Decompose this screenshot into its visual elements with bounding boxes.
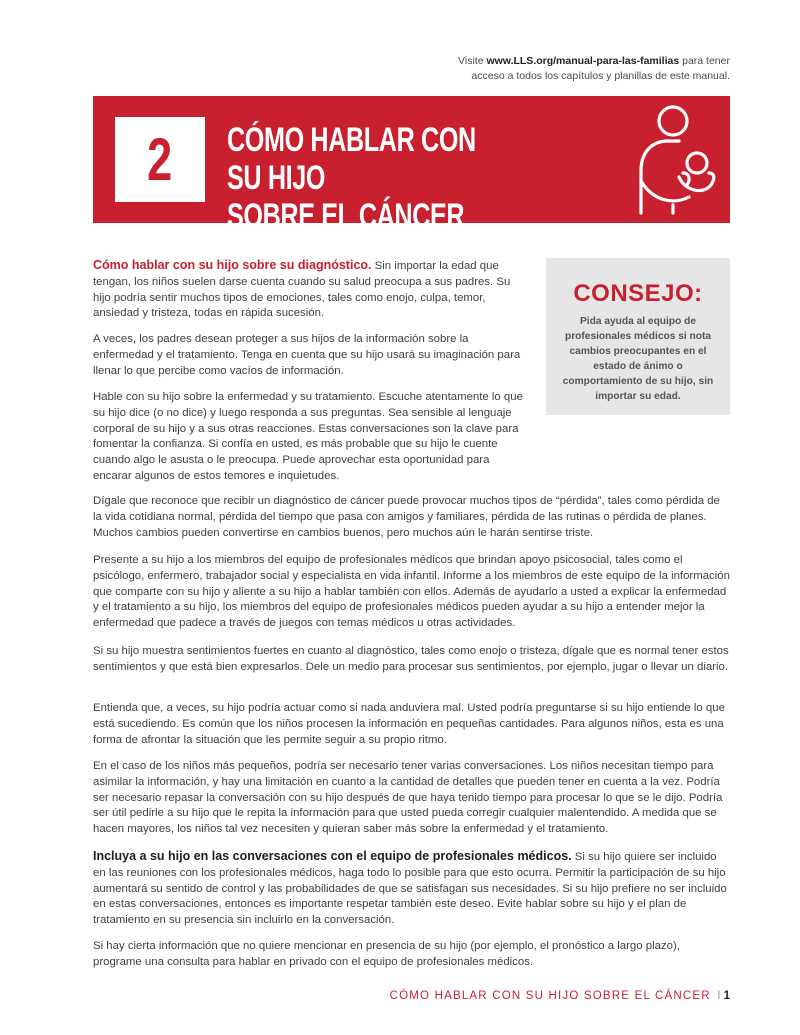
paragraph-feelings xyxy=(93,644,730,676)
paragraph-include-text: Si su hijo quiere ser incluido en las reuniones con los profesionales médicos, haga todo lo posible para que esto ocurra. Permitir la participación de su hijo aumentará su sentido de control y las probabilidades de que se satisfagan sus necesidades. Si su hijo prefiere no ser incluido en estas conversaciones, entonces es importante respetar también este deseo. Evite hablar sobre su hijo y el plan de tratamiento en su presencia sin incluirlo en la conversación. xyxy=(93,851,727,927)
tip-box xyxy=(546,258,730,415)
page-footer xyxy=(390,990,730,1002)
chapter-title-line2: SOBRE EL CÁNCER xyxy=(227,197,465,235)
paragraph-loss xyxy=(93,494,730,541)
paragraph-diagnosis xyxy=(93,258,525,322)
footer-separator: I xyxy=(717,990,722,1002)
tip-title: CONSEJO: xyxy=(573,280,703,307)
page-number: 1 xyxy=(723,990,730,1002)
paragraph-private-text: Si hay cierta información que no quiere mencionar en presencia de su hijo (por ejemplo, el pronóstico a largo plazo), programe una consulta para hablar en privado con el equipo de profesionales médicos. xyxy=(93,940,680,968)
header-note-line2: acceso a todos los capítulos y planillas de este manual. xyxy=(471,70,730,82)
chapter-title xyxy=(227,121,508,235)
paragraph-loss-text: Dígale que reconoce que recibir un diagnóstico de cáncer puede provocar muchos tipos de “pérdida”, tales como pérdida de la vida cotidiana normal, pérdida del tiempo que pasa con amigos y familiares, pérdida de las rutinas o pérdida de planes. Muchos cambios pueden convertirse en cambios buenos, pero muchos aún le harán sentirse triste. xyxy=(93,495,720,539)
paragraph-team xyxy=(93,553,730,632)
paragraph-protect-text: A veces, los padres desean proteger a sus hijos de la información sobre la enfermedad y el tratamiento. Tenga en cuenta que su hijo usará su imaginación para llenar lo que percibe como vacíos de información. xyxy=(93,333,521,377)
parent-holding-child-icon xyxy=(623,101,723,216)
lead-diagnosis: Cómo hablar con su hijo sobre su diagnóstico. xyxy=(93,258,372,272)
footer-title: CÓMO HABLAR CON SU HIJO SOBRE EL CÁNCER xyxy=(389,990,711,1002)
paragraph-diagnosis-text: Sin importar la edad que tengan, los niños suelen darse cuenta cuando su salud preocupa a sus padres. Su hijo podría sentir muchos tipos de emociones, tales como enojo, culpa, temor, ansiedad y tristeza, todas en rápida sucesión. xyxy=(93,260,511,320)
header-note-prefix: Visite xyxy=(458,55,487,67)
paragraph-talk xyxy=(93,390,525,485)
paragraph-acting xyxy=(93,701,730,748)
header-note-suffix: para tener xyxy=(679,55,730,67)
manual-link[interactable]: www.LLS.org/manual-para-las-familias xyxy=(486,55,680,67)
tip-body: Pida ayuda al equipo de profesionales médicos si nota cambios preocupantes en el estado de ánimo o comportamiento de su hijo, sin importar su edad. xyxy=(562,316,714,402)
paragraph-protect xyxy=(93,332,525,379)
paragraph-younger-text: En el caso de los niños más pequeños, podría ser necesario tener varias conversaciones. Los niños necesitan tiempo para asimilar la información, y hay una limitación en cuanto a la cantidad de detalles que pueden tener en cuenta a la vez. Podría ser necesario repasar la conversación con su hijo después de que haya tenido tiempo para procesar lo que se le dijo. Podría ser útil pedirle a su hijo que le repita la información para que usted pueda corregir cualquier malentendido. A medida que se hacen mayores, los niños tal vez necesiten y quieran saber más sobre la enfermedad y el tratamiento. xyxy=(93,760,723,836)
lead-include: Incluya a su hijo en las conversaciones con el equipo de profesionales médicos. xyxy=(93,849,572,863)
header-note xyxy=(350,54,730,84)
chapter-number-box xyxy=(115,117,205,202)
chapter-banner xyxy=(93,96,730,235)
chapter-number: 2 xyxy=(147,126,173,193)
paragraph-talk-text: Hable con su hijo sobre la enfermedad y su tratamiento. Escuche atentamente lo que su hijo dice (o no dice) y luego responda a sus preguntas. Sea sensible al lenguaje corporal de su hijo y a sus otras reacciones. Estas conversaciones son la clave para fomentar la confianza. Si confía en usted, es más probable que su hijo le cuente cuando algo le asusta o le preocupa. Puede aprovechar esta oportunidad para encarar algunos de estos temores e inquietudes. xyxy=(93,391,523,482)
paragraph-acting-text: Entienda que, a veces, su hijo podría actuar como si nada anduviera mal. Usted podría preguntarse si su hijo entiende lo que está sucediendo. Es común que los niños procesen la información en pequeñas cantidades. Para algunos niños, esta es una forma de afrontar la situación que les permite seguir a su propio ritmo. xyxy=(93,702,725,746)
chapter-title-line1: CÓMO HABLAR CON SU HIJO xyxy=(227,121,476,197)
paragraph-younger xyxy=(93,759,730,838)
paragraph-team-text: Presente a su hijo a los miembros del equipo de profesionales médicos que brindan apoyo psicosocial, tales como el psicólogo, enfermero, trabajador social y especialista en vida infantil. Informe a los miembros de este equipo de la información que comparte con su hijo y aliente a su hijo a hablar también con ellos. Además de ayudarlo a usted a explicar la enfermedad y el tratamiento a su hijo, los miembros del equipo de profesionales médicos pueden ayudar a su hijo a entender mejor la enfermedad que padece a través de juegos con temas médicos u otras actividades. xyxy=(93,554,730,630)
paragraph-include xyxy=(93,849,730,929)
paragraph-feelings-text: Si su hijo muestra sentimientos fuertes en cuanto al diagnóstico, tales como enojo o tristeza, dígale que es normal tener estos sentimientos y que está bien expresarlos. Dele un medio para procesar sus sentimientos, por ejemplo, jugar o llevar un diario. xyxy=(93,645,729,673)
paragraph-private xyxy=(93,939,730,971)
